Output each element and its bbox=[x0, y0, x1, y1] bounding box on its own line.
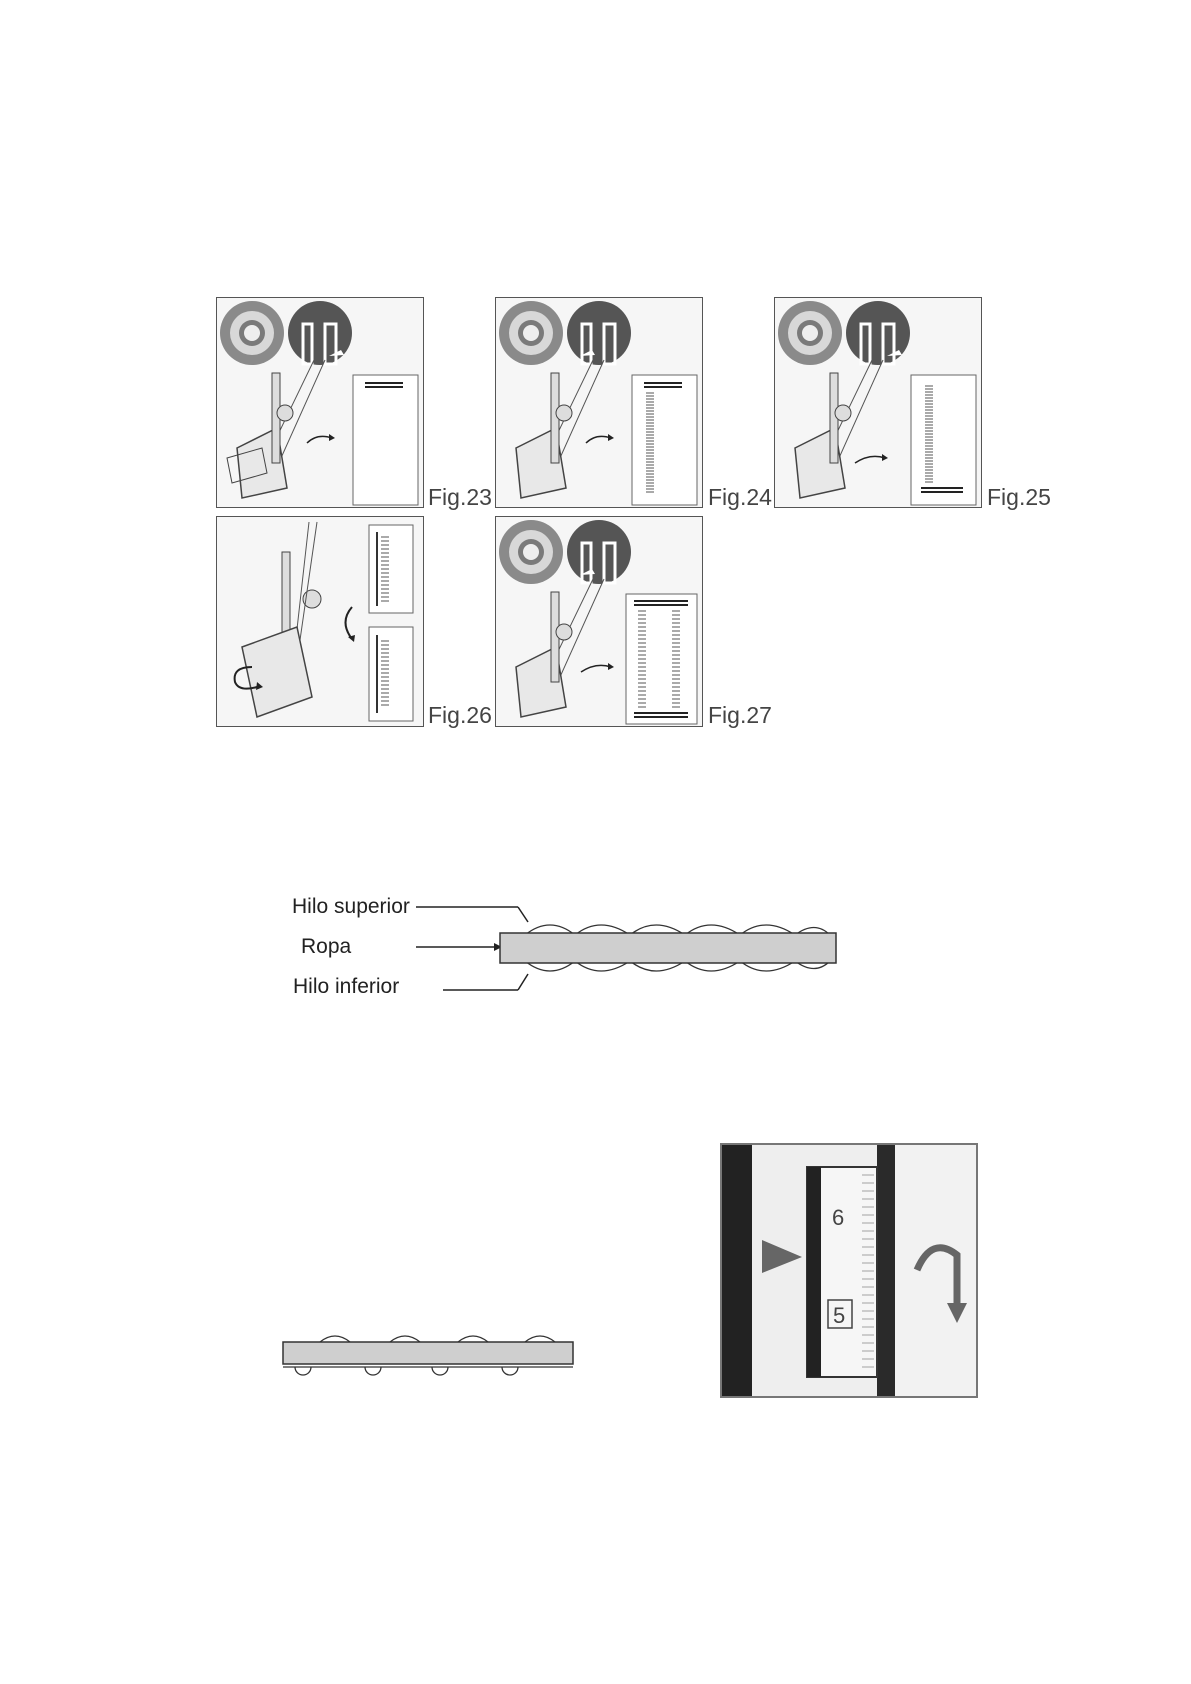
buttonhole-step-illustration bbox=[496, 517, 704, 728]
figure-23 bbox=[216, 297, 424, 508]
figure-23-caption: Fig.23 bbox=[428, 484, 492, 510]
figure-24 bbox=[495, 297, 703, 508]
dial-background bbox=[722, 1145, 978, 1398]
dial-number-6: 6 bbox=[832, 1205, 845, 1230]
dial-number-5: 5 bbox=[833, 1303, 846, 1328]
figure-24-caption: Fig.24 bbox=[708, 484, 772, 510]
buttonhole-step-illustration bbox=[217, 298, 425, 509]
figure-27 bbox=[495, 516, 703, 727]
tension-dial-photo bbox=[720, 1143, 978, 1398]
figure-26-caption: Fig.26 bbox=[428, 702, 492, 728]
buttonhole-step-illustration bbox=[775, 298, 983, 509]
unbalanced-tension-diagram bbox=[280, 1325, 580, 1385]
figure-26 bbox=[216, 516, 424, 727]
figure-25 bbox=[774, 297, 982, 508]
buttonhole-step-illustration bbox=[496, 298, 704, 509]
figure-25-caption: Fig.25 bbox=[987, 484, 1051, 510]
upper-thread-label: Hilo superior bbox=[292, 895, 410, 918]
fabric-label: Ropa bbox=[301, 935, 352, 958]
balanced-tension-diagram bbox=[410, 890, 870, 1010]
lower-thread-label: Hilo inferior bbox=[293, 975, 400, 998]
buttonhole-step-illustration bbox=[217, 517, 425, 728]
figure-27-caption: Fig.27 bbox=[708, 702, 772, 728]
